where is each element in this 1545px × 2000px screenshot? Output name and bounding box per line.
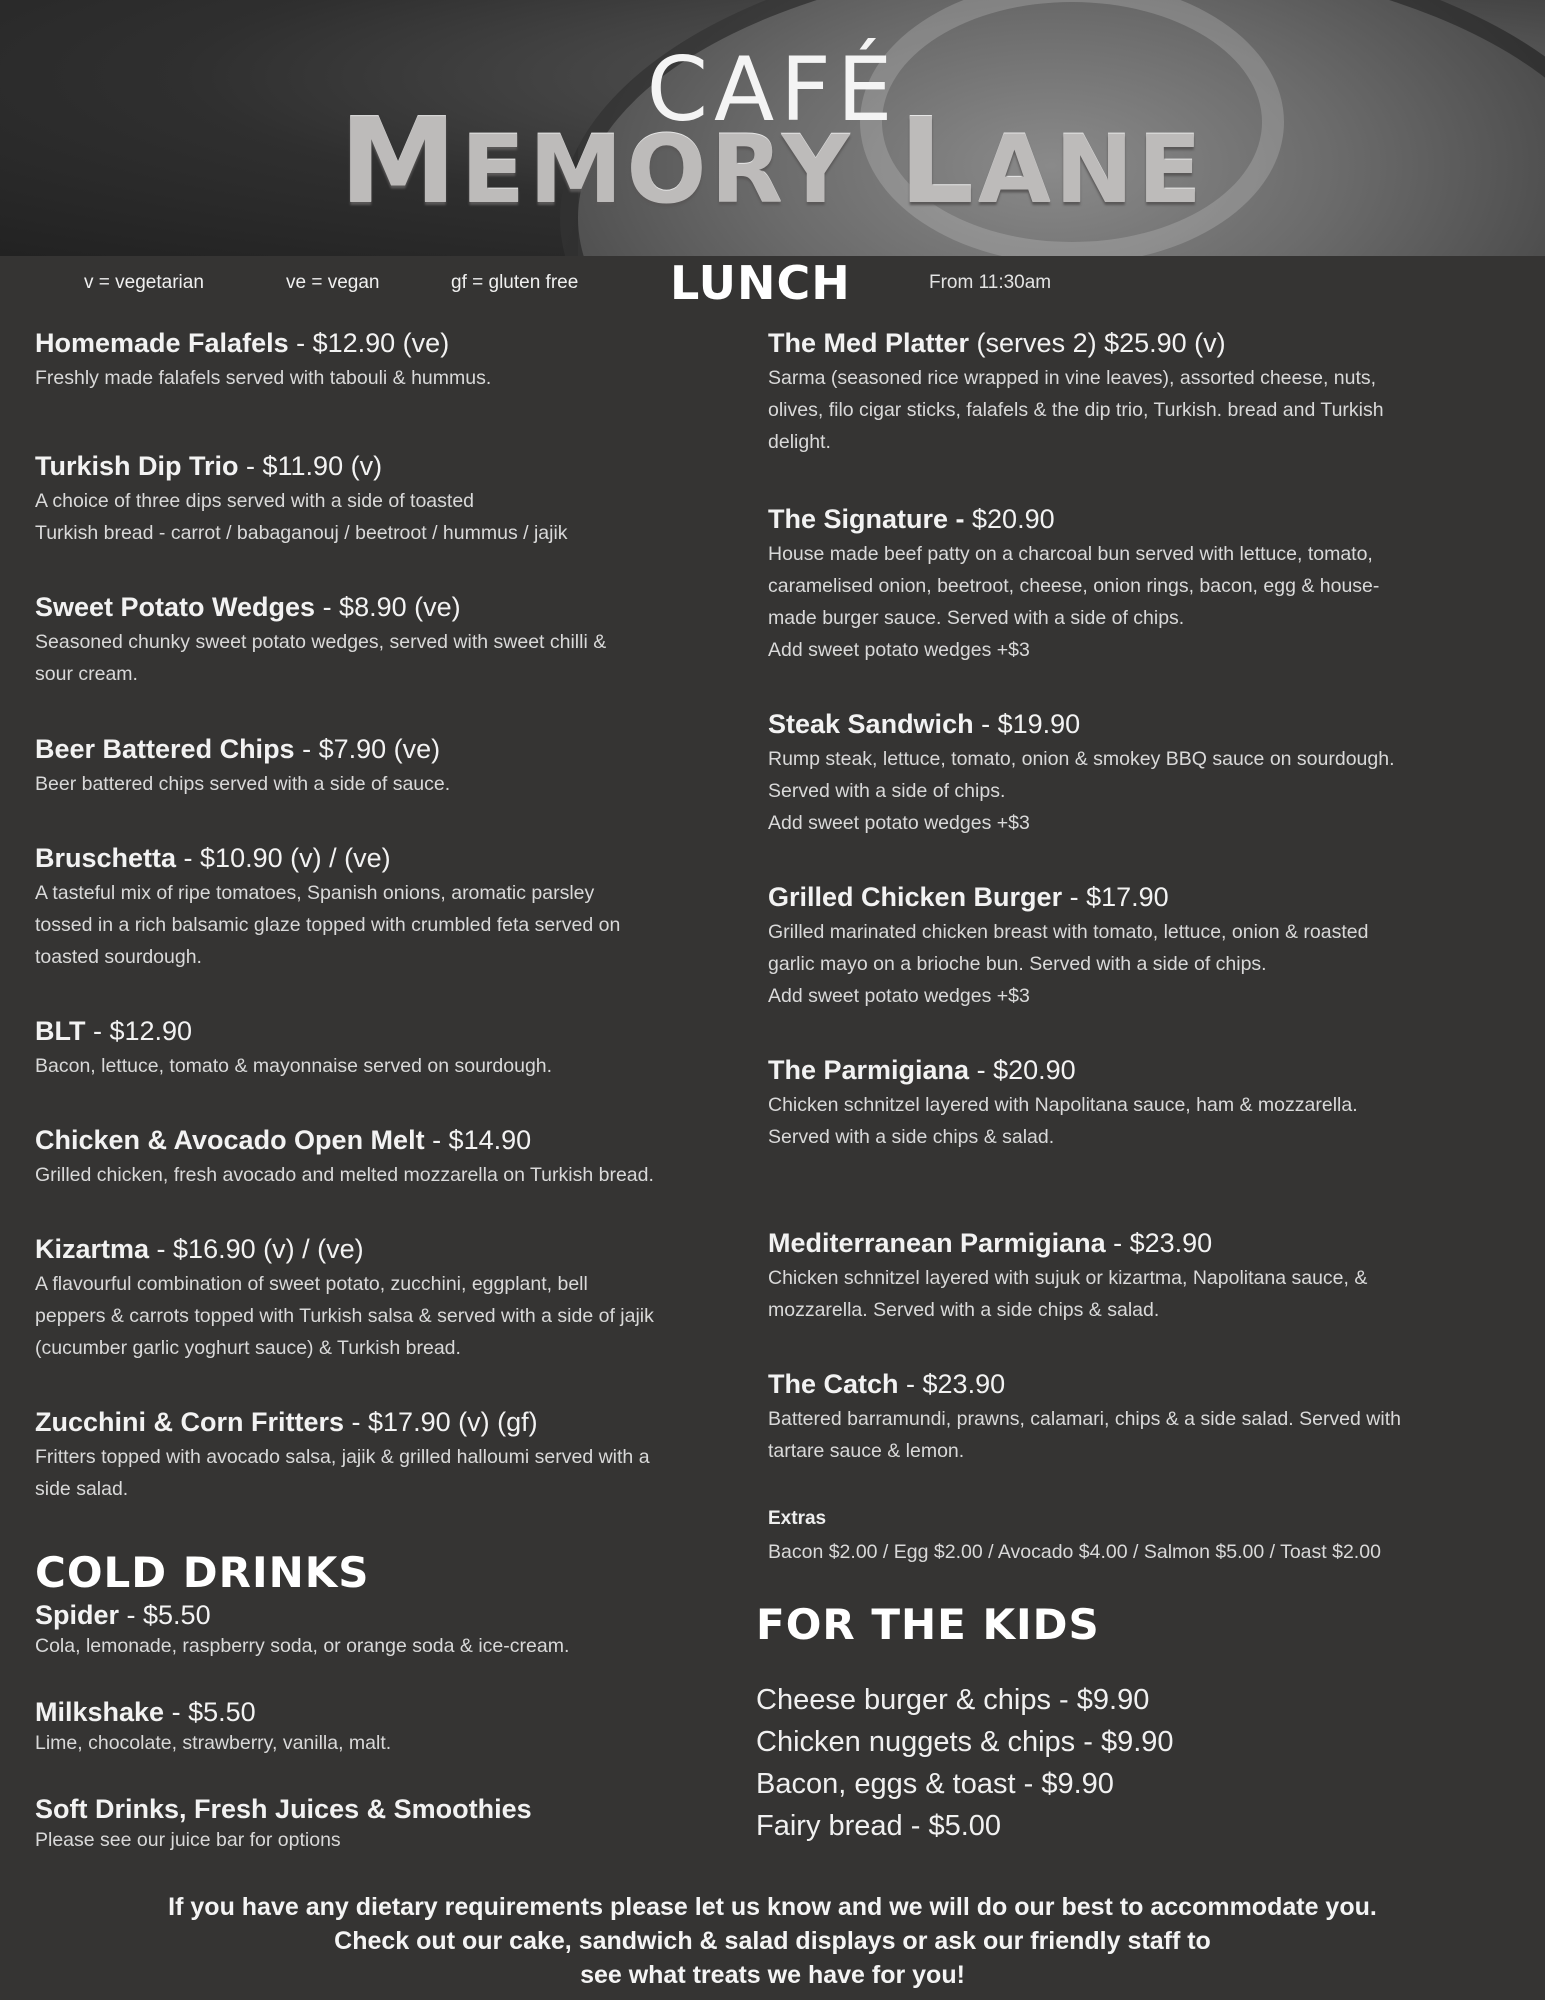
header-banner [0,0,1545,256]
description-line: mozzarella. Served with a side chips & salad. [768,1299,1160,1321]
menu-item-description [768,1403,1488,1467]
menu-item-name: Kizartma [35,1234,150,1264]
menu-item-price: - $23.90 [898,1369,1006,1399]
menu-item-name: Turkish Dip Trio [35,451,239,481]
menu-item-title [768,880,1488,914]
drink-name: Spider [35,1600,120,1630]
logo-word-emory: EMORY [460,116,854,225]
menu-item-price: - $12.90 (ve) [288,328,450,358]
menu-item-price: (serves 2) $25.90 (v) [969,328,1226,358]
description-line: garlic mayo on a brioche bun. Served with a side of chips. [768,953,1267,975]
menu-item [35,841,755,973]
drink-price: - $5.50 [164,1697,256,1727]
kids-item: Fairy bread - $5.00 [756,1810,1002,1842]
extras-block [768,1508,1528,1568]
menu-item-price: - $23.90 [1105,1228,1213,1258]
logo-name [0,92,1545,230]
menu-item-title [35,841,755,875]
menu-item-description [35,485,755,549]
menu-item-name: The Med Platter [768,328,970,358]
cold-drinks-heading: COLD DRINKS [35,1548,370,1597]
lunch-time: From 11:30am [929,272,1052,293]
description-line: Turkish bread - carrot / babaganouj / beetroot / hummus / jajik [35,522,568,544]
drink-description: Lime, chocolate, strawberry, vanilla, malt. [35,1732,392,1754]
menu-item-name: The Parmigiana [768,1055,970,1085]
menu-item-name: Mediterranean Parmigiana [768,1228,1106,1258]
menu-item-name: Sweet Potato Wedges [35,592,316,622]
description-line: made burger sauce. Served with a side of chips. [768,607,1185,629]
menu-item-description [35,768,755,800]
footer-note [0,1890,1545,1992]
description-line: Chicken schnitzel layered with sujuk or kizartma, Napolitana sauce, & [768,1267,1368,1289]
menu-item-description [768,743,1488,839]
menu-item-title [768,1367,1488,1401]
drink-description: Cola, lemonade, raspberry soda, or orange soda & ice-cream. [35,1635,570,1657]
logo-initial-l: L [898,92,979,230]
description-line: delight. [768,431,831,453]
description-line: Chicken schnitzel layered with Napolitana sauce, ham & mozzarella. [768,1094,1358,1116]
drink-name: Milkshake [35,1697,165,1727]
menu-item-price: - $17.90 (v) (gf) [344,1407,538,1437]
menu-item [35,449,755,549]
menu-item [768,502,1488,666]
description-line: Grilled marinated chicken breast with tomato, lettuce, onion & roasted [768,921,1369,943]
menu-item-description [768,916,1488,1012]
legend-vegan: ve = vegan [286,272,380,293]
menu-item-price: - $7.90 (ve) [294,734,441,764]
footer-line: Check out our cake, sandwich & salad displays or ask our friendly staff to [334,1927,1211,1955]
description-line: Rump steak, lettuce, tomato, onion & smokey BBQ sauce on sourdough. [768,748,1395,770]
menu-item [35,1014,755,1082]
description-line: Served with a side chips & salad. [768,1126,1055,1148]
description-line: Sarma (seasoned rice wrapped in vine leaves), assorted cheese, nuts, [768,367,1377,389]
description-line: Fritters topped with avocado salsa, jajik & grilled halloumi served with a [35,1446,650,1468]
menu-item-price: - $8.90 (ve) [315,592,461,622]
drink-title [35,1792,755,1826]
menu-item-name: Bruschetta [35,843,177,873]
menu-item-price: - $19.90 [973,709,1081,739]
menu-item [768,326,1488,458]
menu-item-price: - $12.90 [85,1016,193,1046]
description-line: House made beef patty on a charcoal bun served with lettuce, tomato, [768,543,1373,565]
kids-item: Cheese burger & chips - $9.90 [756,1684,1150,1716]
menu-item [35,732,755,800]
description-line: Add sweet potato wedges +$3 [768,812,1030,834]
description-line: A choice of three dips served with a side of toasted [35,490,475,512]
menu-item-description [35,1050,755,1082]
description-line: Beer battered chips served with a side of sauce. [35,773,451,795]
menu-item-title [768,1053,1488,1087]
drink-title [35,1695,755,1729]
logo-initial-m: M [339,92,461,230]
drink-item [35,1598,755,1662]
menu-item [768,1226,1488,1326]
menu-item-description [35,626,755,690]
menu-item-title [35,1123,755,1157]
description-line: Bacon, lettuce, tomato & mayonnaise served on sourdough. [35,1055,553,1077]
menu-item [35,1232,755,1364]
menu-item-title [768,502,1488,536]
menu-item-description [35,1159,755,1191]
description-line: Grilled chicken, fresh avocado and melted mozzarella on Turkish bread. [35,1164,654,1186]
menu-item-description [768,538,1488,666]
menu-item-title [35,326,755,360]
description-line: Seasoned chunky sweet potato wedges, served with sweet chilli & [35,631,607,653]
menu-item-title [35,449,755,483]
kids-list [756,1679,1476,1847]
kids-item: Chicken nuggets & chips - $9.90 [756,1726,1174,1758]
menu-item [35,1405,755,1505]
menu-item-name: Zucchini & Corn Fritters [35,1407,345,1437]
menu-item-description [768,362,1488,458]
menu-item-description [35,1268,755,1364]
menu-item-description [768,1089,1488,1153]
menu-item [35,590,755,690]
lunch-heading: LUNCH [670,256,851,310]
description-line: sour cream. [35,663,138,685]
footer-line: If you have any dietary requirements please let us know and we will do our best to accommodate you. [168,1893,1377,1921]
menu-item-name: The Catch [768,1369,899,1399]
menu-item [768,1053,1488,1153]
description-line: A flavourful combination of sweet potato, zucchini, eggplant, bell [35,1273,588,1295]
legend-vegetarian: v = vegetarian [84,272,204,293]
menu-item-price: - $20.90 [969,1055,1076,1085]
kids-heading: FOR THE KIDS [756,1600,1100,1649]
kids-item: Bacon, eggs & toast - $9.90 [756,1768,1114,1800]
description-line: caramelised onion, beetroot, cheese, onion rings, bacon, egg & house- [768,575,1380,597]
menu-item-title [35,1232,755,1266]
legend-gluten-free: gf = gluten free [451,272,579,293]
extras-item [768,1536,1488,1568]
menu-item-price: - $14.90 [424,1125,532,1155]
description-line: tossed in a rich balsamic glaze topped with crumbled feta served on [35,914,621,936]
menu-item-title [35,1405,755,1439]
menu-item-title [768,707,1488,741]
menu-item-name: Chicken & Avocado Open Melt [35,1125,425,1155]
description-line: Add sweet potato wedges +$3 [768,985,1030,1007]
description-line: (cucumber garlic yoghurt sauce) & Turkish bread. [35,1337,461,1359]
menu-item-price: - $16.90 (v) / (ve) [149,1234,364,1264]
menu-item-title [768,326,1488,360]
menu-item-name: The Signature - [768,504,965,534]
menu-item-name: Steak Sandwich [768,709,974,739]
menu-item-description [35,1441,755,1505]
menu-item-price: - $17.90 [1062,882,1169,912]
description-line: side salad. [35,1478,129,1500]
menu-item [35,326,755,394]
description-line: toasted sourdough. [35,946,202,968]
description-line: Served with a side of chips. [768,780,1006,802]
menu-item-description [35,877,755,973]
menu-item-name: Beer Battered Chips [35,734,295,764]
drink-item [35,1792,755,1856]
menu-item-title [35,590,755,624]
menu-item [768,880,1488,1012]
menu-item-name: Grilled Chicken Burger [768,882,1063,912]
menu-item-title [35,1014,755,1048]
menu-item-name: Homemade Falafels [35,328,289,358]
description-line: peppers & carrots topped with Turkish salsa & served with a side of jajik [35,1305,654,1327]
menu-item-name: BLT [35,1016,86,1046]
menu-item-price: - $10.90 (v) / (ve) [176,843,391,873]
menu-item-price: $20.90 [964,504,1055,534]
extras-text: Bacon $2.00 / Egg $2.00 / Avocado $4.00 / Salmon $5.00 / Toast $2.00 [768,1541,1381,1563]
description-line: A tasteful mix of ripe tomatoes, Spanish onions, aromatic parsley [35,882,595,904]
drink-item [35,1695,755,1759]
drink-price: - $5.50 [119,1600,211,1630]
description-line: olives, filo cigar sticks, falafels & the dip trio, Turkish. bread and Turkish [768,399,1384,421]
menu-item-title [35,732,755,766]
drink-name: Soft Drinks, Fresh Juices & Smoothies [35,1794,532,1824]
description-line: Battered barramundi, prawns, calamari, chips & a side salad. Served with [768,1408,1401,1430]
menu-item-price: - $11.90 (v) [238,451,383,481]
menu-item [35,1123,755,1191]
drink-description: Please see our juice bar for options [35,1829,341,1851]
menu-item [768,707,1488,839]
description-line: Freshly made falafels served with tabouli & hummus. [35,367,492,389]
description-line: Add sweet potato wedges +$3 [768,639,1030,661]
footer-line: see what treats we have for you! [580,1961,965,1989]
logo-cafe-text: CAFÉ [646,38,899,141]
menu-item-description [35,362,755,394]
menu-item-title [768,1226,1488,1260]
extras-label: Extras [768,1508,827,1529]
menu-item [768,1367,1488,1467]
description-line: tartare sauce & lemon. [768,1440,965,1462]
drink-title [35,1598,755,1632]
logo-word-ane: ANE [978,116,1206,225]
menu-item-description [768,1262,1488,1326]
